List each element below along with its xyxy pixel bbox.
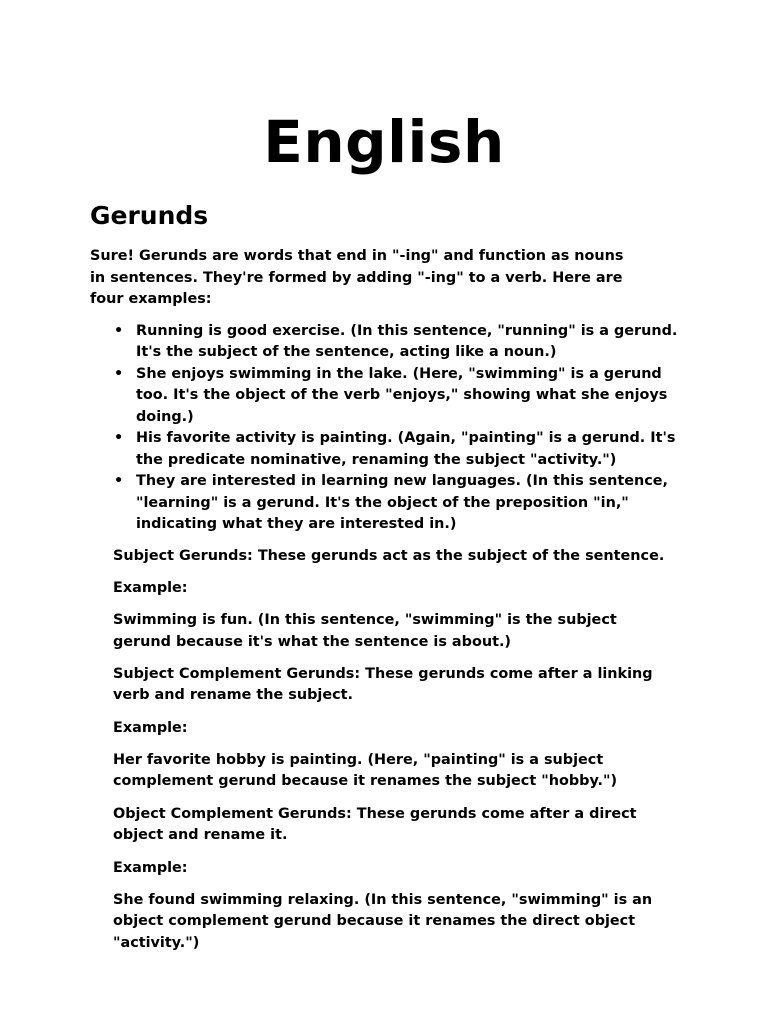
intro-paragraph: Sure! Gerunds are words that end in "-ing" and function as nouns in sentences. They're formed by adding "-ing" to a verb. Here are four examples: bbox=[90, 248, 624, 307]
subject-complement-gerunds-example: Her favorite hobby is painting. (Here, "painting" is a subject complement gerund because it renames the subject "hobby.") bbox=[113, 751, 618, 790]
list-item-text: His favorite activity is painting. (Again, "painting" is a gerund. It's the predicate nominative, renaming the subject "activity.") bbox=[136, 430, 676, 468]
bullet-icon: • bbox=[114, 430, 124, 446]
bullet-icon: • bbox=[114, 322, 124, 339]
example-label: Example: bbox=[113, 859, 188, 876]
subject-complement-gerunds-definition: Subject Complement Gerunds: These gerunds come after a linking verb and rename the subject. bbox=[113, 665, 653, 704]
bullet-icon: • bbox=[114, 365, 124, 382]
section-heading: Gerunds bbox=[90, 201, 209, 230]
list-item bbox=[114, 321, 690, 364]
subject-gerunds-definition: Subject Gerunds: These gerunds act as the subject of the sentence. bbox=[113, 547, 665, 564]
list-item bbox=[114, 364, 690, 429]
subject-gerunds-example: Swimming is fun. (In this sentence, "swimming" is the subject gerund because it's what the sentence is about.) bbox=[113, 612, 617, 650]
object-complement-gerunds-definition: Object Complement Gerunds: These gerunds come after a direct object and rename it. bbox=[113, 805, 637, 844]
list-item-text: She enjoys swimming in the lake. (Here, "swimming" is a gerund too. It's the object of the verb "enjoys," showing what she enjoys doing.) bbox=[136, 365, 668, 425]
example-label: Example: bbox=[113, 719, 188, 736]
bullet-icon: • bbox=[114, 473, 124, 489]
example-label: Example: bbox=[113, 579, 188, 596]
list-item-text: They are interested in learning new languages. (In this sentence, "learning" is a gerund. It's the object of the preposition "in," indicating what they are interested in.) bbox=[136, 473, 668, 532]
list-item bbox=[114, 471, 690, 536]
document-title: English bbox=[263, 108, 505, 176]
list-item-text: Running is good exercise. (In this sentence, "running" is a gerund. It's the subject of the sentence, acting like a noun.) bbox=[136, 322, 678, 360]
object-complement-gerunds-example: She found swimming relaxing. (In this sentence, "swimming" is an object complement gerund because it renames the direct object "activity.") bbox=[113, 891, 653, 951]
examples-list bbox=[90, 321, 690, 536]
list-item bbox=[114, 428, 690, 471]
document-body bbox=[90, 246, 690, 965]
